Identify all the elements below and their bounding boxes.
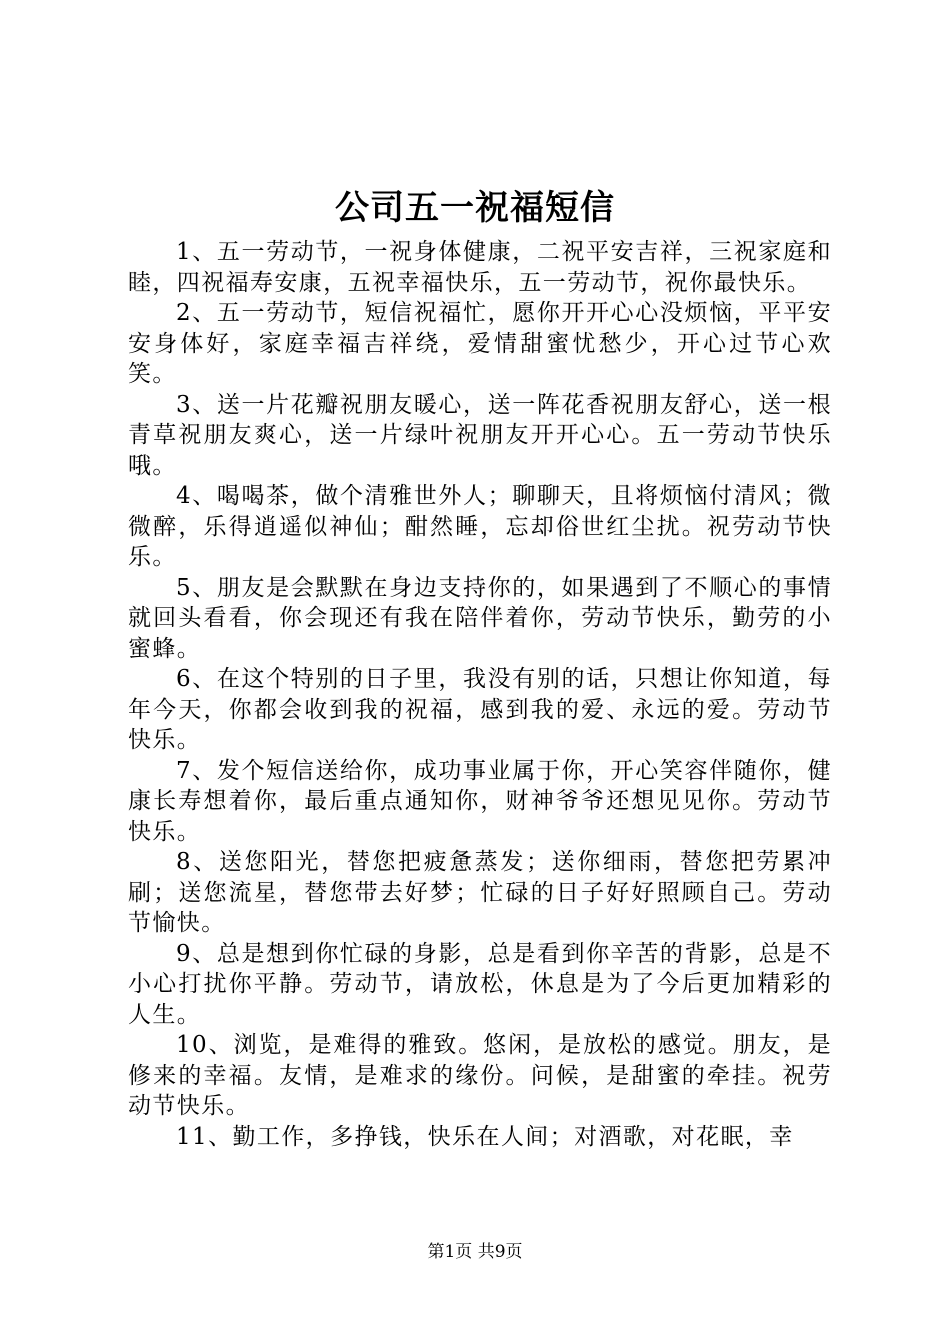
paragraph-11: 11、勤工作，多挣钱，快乐在人间；对酒歌，对花眠，幸	[176, 1123, 794, 1150]
paragraph-3: 3、送一片花瓣祝朋友暖心，送一阵花香祝朋友舒心，送一根青草祝朋友爽心，送一片绿叶祝朋友开开心心。五一劳动节快乐哦。	[128, 391, 832, 479]
paragraph-9: 9、总是想到你忙碌的身影，总是看到你辛苦的背影，总是不小心打扰你平静。劳动节，请放松，休息是为了今后更加精彩的人生。	[128, 940, 832, 1028]
paragraph-6: 6、在这个特别的日子里，我没有别的话，只想让你知道，每年今天，你都会收到我的祝福，感到我的爱、永远的爱。劳动节快乐。	[128, 666, 832, 753]
page-footer: 第1页 共9页	[427, 1242, 523, 1262]
document-title: 公司五一祝福短信	[335, 188, 615, 228]
document-body	[128, 237, 832, 1152]
paragraph-7: 7、发个短信送给你，成功事业属于你，开心笑容伴随你，健康长寿想着你，最后重点通知你，财神爷爷还想见见你。劳动节快乐。	[128, 757, 832, 845]
paragraph-1: 1、五一劳动节，一祝身体健康，二祝平安吉祥，三祝家庭和睦，四祝福寿安康，五祝幸福快乐，五一劳动节，祝你最快乐。	[128, 239, 832, 296]
paragraph-5: 5、朋友是会默默在身边支持你的，如果遇到了不顺心的事情就回头看看，你会现还有我在陪伴着你，劳动节快乐，勤劳的小蜜蜂。	[128, 574, 832, 662]
paragraph-4: 4、喝喝茶，做个清雅世外人；聊聊天，且将烦恼付清风；微微醉，乐得逍遥似神仙；酣然睡，忘却俗世红尘扰。祝劳动节快乐。	[128, 483, 832, 570]
paragraph-2: 2、五一劳动节，短信祝福忙，愿你开开心心没烦恼，平平安安身体好，家庭幸福吉祥绕，爱情甜蜜忧愁少，开心过节心欢笑。	[128, 300, 832, 387]
paragraph-8: 8、送您阳光，替您把疲惫蒸发；送你细雨，替您把劳累冲刷；送您流星，替您带去好梦；忙碌的日子好好照顾自己。劳动节愉快。	[128, 849, 832, 936]
paragraph-10: 10、浏览，是难得的雅致。悠闲，是放松的感觉。朋友，是修来的幸福。友情，是难求的缘份。问候，是甜蜜的牵挂。祝劳动节快乐。	[128, 1032, 832, 1119]
